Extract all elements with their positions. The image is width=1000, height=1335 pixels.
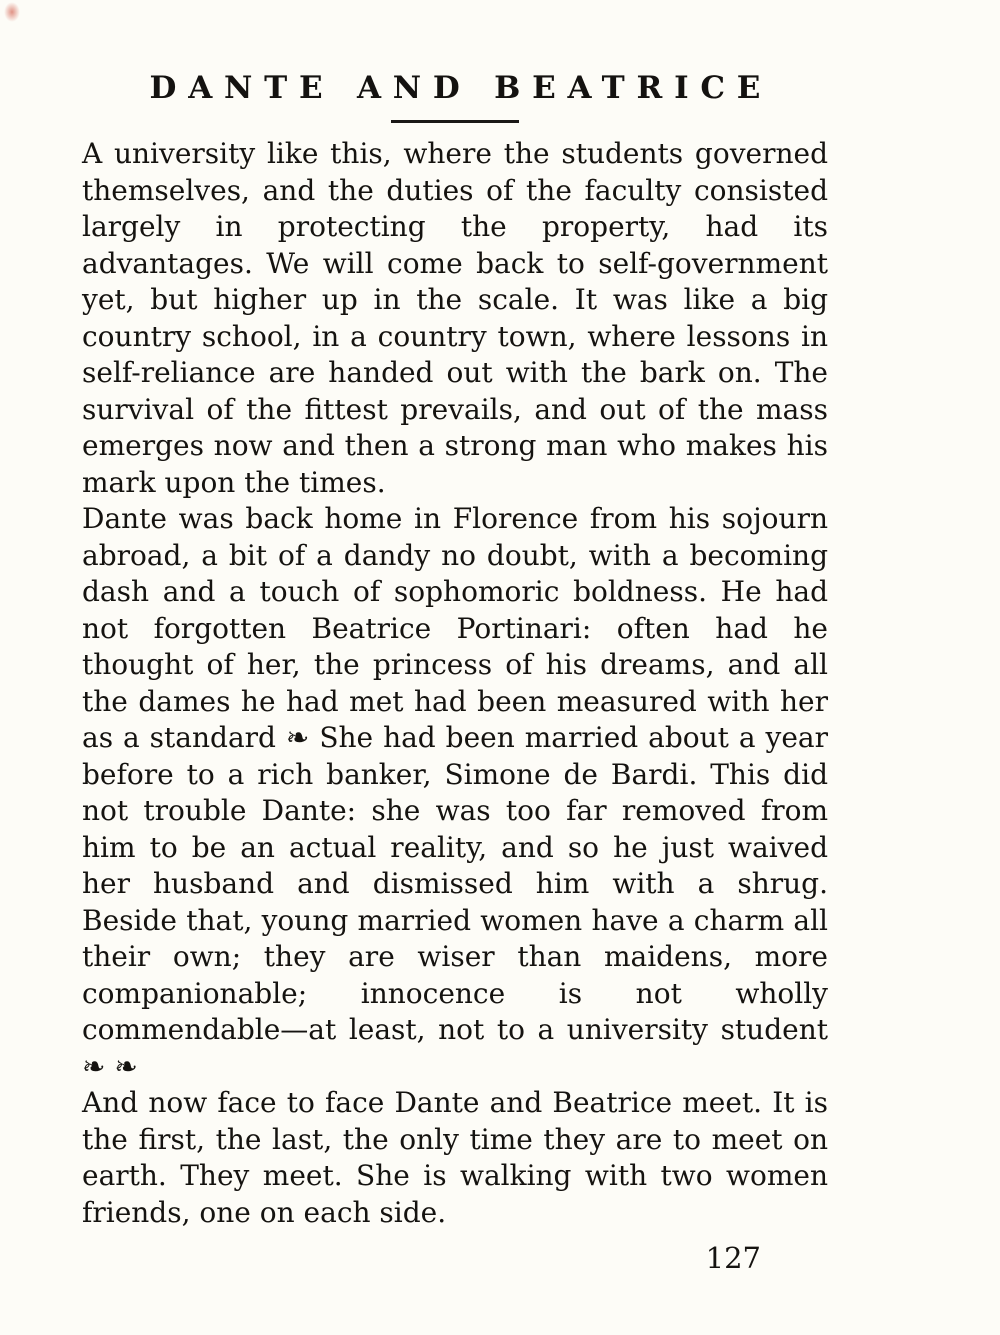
page-number: 127 <box>705 1241 761 1275</box>
page-title: DANTE AND BEATRICE <box>149 70 773 106</box>
paragraph-2: Dante was back home in Florence from his sojourn abroad, a bit of a dandy no doubt, with a becoming dash and a touch of sophomoric boldness. He had not forgotten Beatrice Portinari: often had he thought of her, the princess of his dreams, and all the dames he had met had been measured with her as a standard ❧ She had been married about a year before to a rich banker, Simone de Bardi. This did not trouble Dante: she was too far removed from him to be an actual reality, and so he just waived her husband and dismissed him with a shrug. Beside that, young married women have a charm all their own; they are wiser than maidens, more companionable; innocence is not wholly commendable—at least, not to a university student ❧ ❧ <box>82 502 828 1083</box>
paragraph-3: And now face to face Dante and Beatrice meet. It is the first, the last, the only time they are to meet on earth. They meet. She is walking with two women friends, one on each side. <box>82 1086 828 1229</box>
body-text <box>82 136 828 1231</box>
scan-smudge-artifact <box>4 2 20 22</box>
paragraph-1: A university like this, where the students governed themselves, and the duties of the faculty consisted largely in protecting the property, had its advantages. We will come back to self-government yet, but higher up in the scale. It was like a big country school, in a country town, where lessons in self-reliance are handed out with the bark on. The survival of the fittest prevails, and out of the mass emerges now and then a strong man who makes his mark upon the times. <box>82 137 828 499</box>
title-rule <box>391 120 519 123</box>
